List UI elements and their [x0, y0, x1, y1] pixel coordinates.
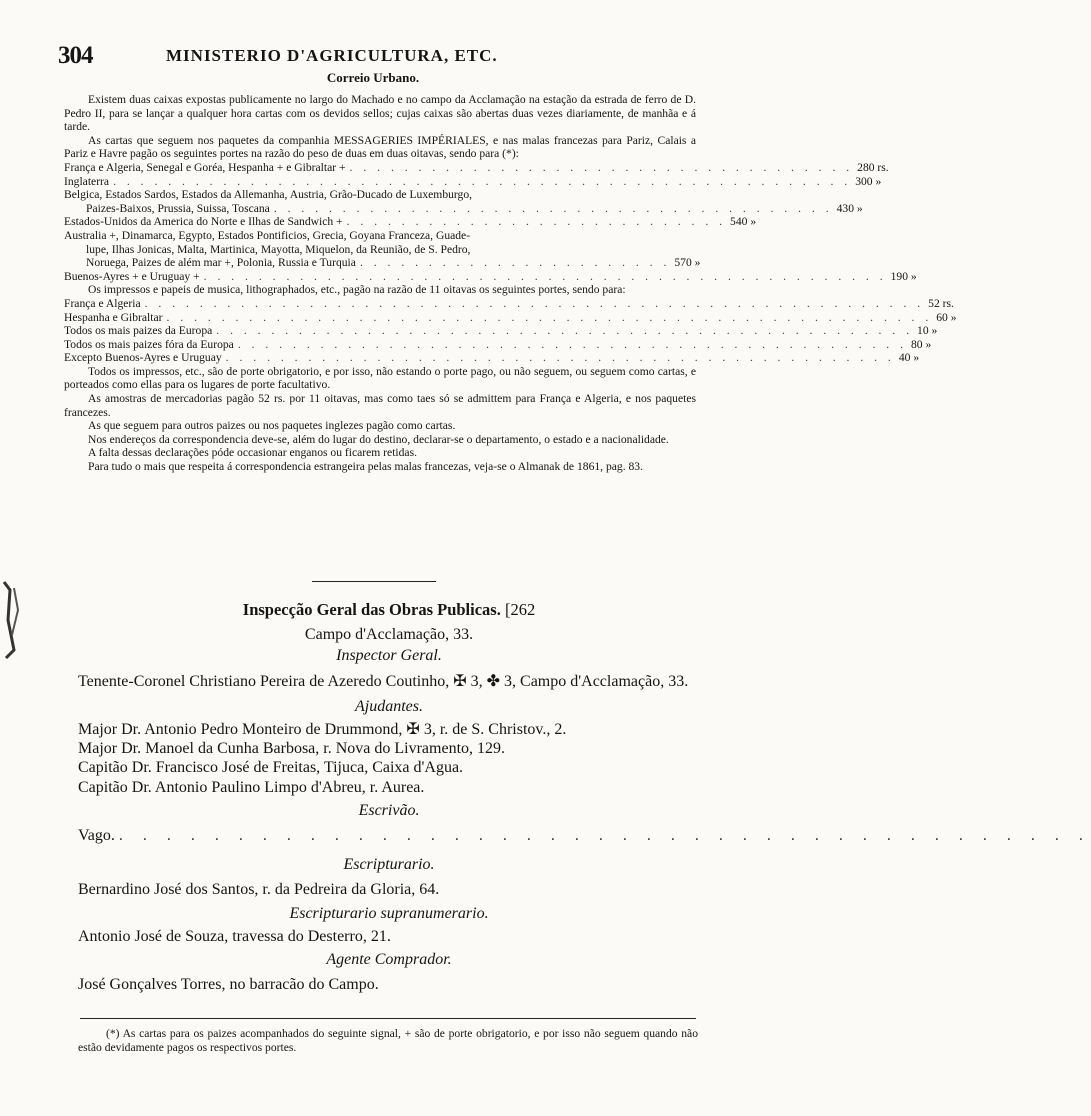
section-title-inspeccao — [78, 600, 700, 619]
correio-section — [64, 93, 957, 474]
leader-dots: . . . . . . . . . . . . . . . . . . . . . . . . . . . . . . . . . . . . . . . . . — [118, 827, 1091, 845]
rate-label: Todos os mais paizes da Europa — [64, 324, 213, 338]
rate-value: 52 rs. — [928, 296, 954, 310]
correio-para-4: Todos os impressos, etc., são de porte obrigatorio, e por isso, não estando o porte pago, ou não seguem, ou seguem como cartas, e porteados como ellas para os lugares de porte facultativo. — [64, 364, 696, 392]
heading-supranumerario: Escripturario supranumerario. — [289, 904, 489, 922]
rate-label: Australia +, Dinamarca, Egypto, Estados Pontificios, Grecia, Goyana Franceza, Guade- — [64, 228, 471, 242]
ajudante-entry: Capitão Dr. Francisco José de Freitas, Tijuca, Caixa d'Agua. — [78, 759, 464, 777]
rate-value: 430 » — [836, 201, 863, 215]
comprador-entry: José Gonçalves Torres, no barracão do Campo. — [78, 976, 379, 994]
rate-row — [64, 160, 889, 175]
heading-ajudantes: Ajudantes. — [355, 697, 423, 715]
ajudante-entry: Capitão Dr. Antonio Paulino Limpo d'Abreu, r. Aurea. — [78, 778, 425, 796]
leader-dots: . . . . . . . . . . . . . . . . . . . . . . . . . . . . . . . . . . . . . . . . . . . . . . . . . . . . . . — [113, 174, 852, 188]
rate-row — [64, 296, 954, 311]
running-title: MINISTERIO D'AGRICULTURA, ETC. — [166, 46, 498, 65]
leader-dots: . . . . . . . . . . . . . . . . . . . . . . . . . . . . . . . . . . . . . — [349, 160, 854, 174]
correio-para-9: Para tudo o mais que respeita á correspondencia estrangeira pelas malas francezas, veja-se o Almanak de 1861, pag. 83. — [88, 460, 643, 474]
rate-value: 280 rs. — [857, 160, 889, 174]
leader-dots: . . . . . . . . . . . . . . . . . . . . . . . . . . . . . . . . . . . . . . . . . . . . . . . . . — [237, 337, 907, 351]
heading-comprador: Agente Comprador. — [326, 951, 452, 969]
rate-label: Hespanha e Gibraltar — [64, 310, 163, 324]
section-title-correio: Correio Urbano. — [326, 70, 420, 85]
leader-dots: . . . . . . . . . . . . . . . . . . . . . . . . . . . . . . . . . . . . . . . . . . . . . . . . . . — [203, 269, 887, 283]
rate-value: 190 » — [890, 269, 917, 283]
escrivao-value: Vago. — [78, 827, 115, 845]
correio-para-6: As que seguem para outros paizes ou nos paquetes inglezes pagão como cartas. — [88, 419, 456, 433]
footnote-text: (*) As cartas para os paizes acompanhados do seguinte signal, + são de porte obrigatorio, e por isso não seguem quando não estão devidamente pagos os respectivos portes. — [78, 1027, 698, 1054]
inspeccao-section — [78, 600, 1091, 994]
rate-row — [64, 324, 938, 338]
heading-inspector: Inspector Geral. — [336, 647, 442, 665]
rate-value: 300 » — [855, 174, 882, 188]
page-number: 304 — [58, 42, 93, 69]
correio-para-5: As amostras de mercadorias pagão 52 rs. por 11 oitavas, mas como taes só se admittem para França e Algeria, e nos paquetes francezes. — [64, 392, 696, 419]
supranumerario-entry: Antonio José de Souza, travessa do Desterro, 21. — [78, 927, 391, 945]
correio-para-8: A falta dessas declarações póde occasionar enganos ou ficarem retidas. — [88, 446, 417, 460]
rate-row — [64, 215, 757, 229]
binding-edge-mark — [0, 580, 22, 660]
rate-label: Buenos-Ayres + e Uruguay + — [64, 269, 200, 283]
rate-value: 540 » — [730, 215, 757, 229]
rate-value: 80 » — [910, 337, 932, 351]
leader-dots: . . . . . . . . . . . . . . . . . . . . . . . . . . . . . . . . . . . . . . . . . . . . . . . . . . . . . . . . . — [144, 296, 925, 310]
rate-value: 10 » — [917, 324, 938, 338]
rate-row — [64, 256, 701, 270]
rate-label: França e Algeria, Senegal e Goréa, Hespanha + e Gibraltar + — [64, 160, 346, 174]
inspeccao-title: Inspecção Geral das Obras Publicas. — [242, 600, 501, 619]
footnote — [78, 1027, 698, 1055]
rate-row — [64, 351, 920, 365]
rate-row — [64, 188, 696, 202]
rate-row — [64, 243, 696, 257]
rate-value: 570 » — [674, 256, 701, 270]
rate-row — [64, 229, 696, 243]
escripturario-entry: Bernardino José dos Santos, r. da Pedreira da Gloria, 64. — [78, 881, 440, 899]
section-divider — [312, 581, 436, 582]
rate-value: 40 » — [898, 351, 920, 365]
leader-dots: . . . . . . . . . . . . . . . . . . . . . . . . . . . . . . . . . . . . . . . . . . . . . . . . . — [225, 351, 895, 365]
inspeccao-address: Campo d'Acclamação, 33. — [304, 626, 474, 644]
correio-para-2: As cartas que seguem nos paquetes da companhia MESSAGERIES IMPÉRIALES, e nas malas francezas para Pariz, Calais a Pariz e Havre pagão os seguintes portes na razão do peso de duas em duas oitavas, sendo para (*): — [64, 133, 696, 161]
rate-label: Todos os mais paizes fóra da Europa — [64, 337, 234, 351]
rate-row — [64, 174, 882, 189]
rate-label: França e Algeria — [64, 296, 141, 310]
rate-label: lupe, Ilhas Jonicas, Malta, Martinica, Mayotta, Miquelon, da Reunião, de S. Pedro, — [86, 242, 471, 256]
rate-label: Inglaterra — [64, 174, 110, 188]
inspector-entry: Tenente-Coronel Christiano Pereira de Azeredo Coutinho, ✠ 3, ✤ 3, Campo d'Acclamação, 33. — [78, 672, 689, 690]
leader-dots: . . . . . . . . . . . . . . . . . . . . . . . . . . . . . . . . . . . . . . . . . . . . . . . . . . . — [216, 324, 914, 338]
heading-escrivao: Escrivão. — [358, 801, 420, 819]
leader-dots: . . . . . . . . . . . . . . . . . . . . . . . . . . . . . . . . . . . . . . . . . . . . . . . . . . . . . . . . — [166, 310, 933, 324]
escrivao-entry — [78, 826, 1091, 845]
correio-para-7: Nos endereços da correspondencia deve-se, além do lugar do destino, declarar-se o departamento, o estado e a nacionalidade. — [88, 432, 669, 446]
rate-label: Paizes-Baixos, Prussia, Suissa, Toscana — [86, 201, 270, 215]
rate-row — [64, 310, 957, 325]
rate-value: 60 » — [936, 310, 957, 324]
rate-label: Noruega, Paizes de além mar +, Polonia, Russia e Turquia — [86, 256, 356, 270]
correio-para-3: Os impressos e papeis de musica, lithographados, etc., pagão na razão de 11 oitavas os seguintes portes, sendo para: — [88, 283, 626, 297]
leader-dots: . . . . . . . . . . . . . . . . . . . . . . . . . . . . . . . . . . . . . . . . . — [273, 201, 833, 215]
leader-dots: . . . . . . . . . . . . . . . . . . . . . . . . . . . . — [346, 215, 727, 229]
rate-label: Belgica, Estados Sardos, Estados da Allemanha, Austria, Grão-Ducado de Luxemburgo, — [64, 188, 473, 202]
page-header — [58, 42, 698, 68]
correio-para-1: Existem duas caixas expostas publicamente no largo do Machado e no campo da Acclamação na estação da estrada de ferro de D. Pedro II, para se lançar a qualquer hora cartas com os devidos sellos; cujas caixas são abertas duas vezes diariamente, de manhãa e á tarde. — [64, 93, 696, 134]
rate-row — [64, 337, 932, 352]
rate-row — [64, 201, 863, 216]
rate-row — [64, 269, 917, 284]
ajudante-entry: Major Dr. Manoel da Cunha Barbosa, r. Nova do Livramento, 129. — [78, 740, 506, 758]
rate-label: Estados-Unidos da America do Norte e Ilhas de Sandwich + — [64, 215, 343, 229]
rate-label: Excepto Buenos-Ayres e Uruguay — [64, 351, 222, 365]
heading-escripturario: Escripturario. — [343, 856, 435, 874]
ajudante-entry: Major Dr. Antonio Pedro Monteiro de Drummond, ✠ 3, r. de S. Christov., 2. — [78, 721, 567, 739]
inspeccao-ref: [262 — [504, 600, 536, 619]
leader-dots: . . . . . . . . . . . . . . . . . . . . . . . — [359, 256, 671, 270]
footnote-divider — [80, 1018, 696, 1019]
